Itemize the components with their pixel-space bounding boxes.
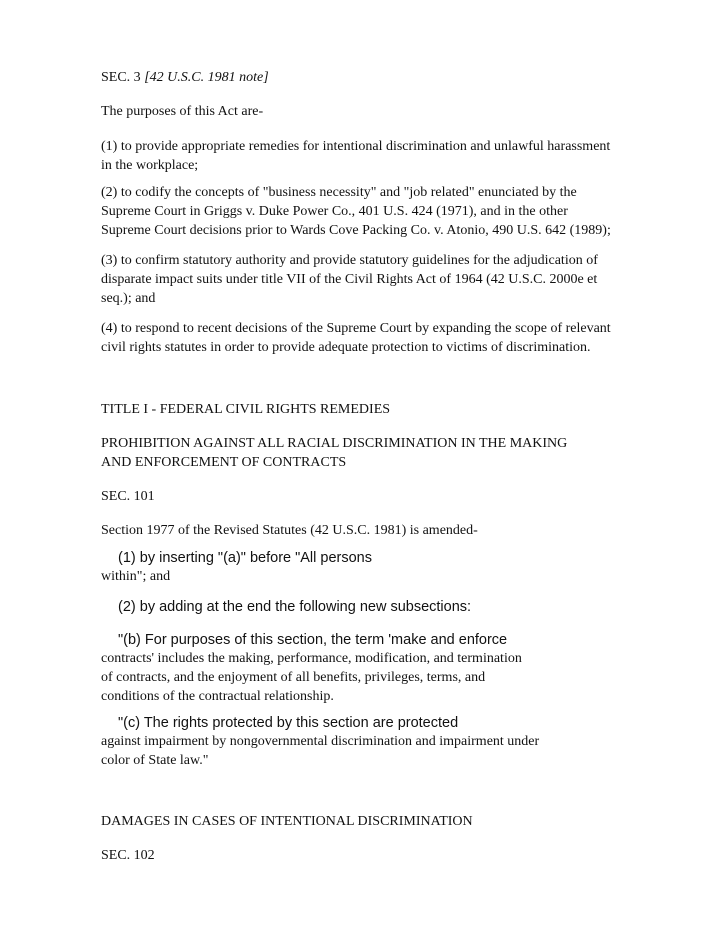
sec101-sub-b-line2: contracts' includes the making, performance, modification, and termination <box>101 651 522 666</box>
sec101-item2: (2) by adding at the end the following new subsections: <box>118 599 472 615</box>
sec3-p4-line2: civil rights statutes in order to provide adequate protection to victims of discrimination. <box>101 340 591 355</box>
sec101-item1-line1: (1) by inserting "(a)" before "All persons <box>118 550 372 566</box>
sec3-heading-note: [42 U.S.C. 1981 note] <box>144 70 269 85</box>
sec3-heading-label: SEC. 3 <box>101 70 145 85</box>
sec3-p3-line3: seq.); and <box>101 291 156 306</box>
sec3-p2-line2: Supreme Court in Griggs v. Duke Power Co., 401 U.S. 424 (1971), and in the other <box>101 204 568 219</box>
sec101-sub-b-line3: of contracts, and the enjoyment of all benefits, privileges, terms, and <box>101 670 486 685</box>
sec101-sub-c-line3: color of State law." <box>101 753 209 768</box>
sec3-p4-line1: (4) to respond to recent decisions of the Supreme Court by expanding the scope of relevant <box>101 321 611 336</box>
sec3-p1-line1: (1) to provide appropriate remedies for intentional discrimination and unlawful harassment <box>101 139 611 154</box>
title1-heading: TITLE I - FEDERAL CIVIL RIGHTS REMEDIES <box>101 402 391 417</box>
sec101-sub-c-line1: "(c) The rights protected by this section are protected <box>118 715 459 731</box>
sec101-sub-b-line4: conditions of the contractual relationship. <box>101 689 334 704</box>
sec102-heading: SEC. 102 <box>101 848 155 863</box>
damages-heading: DAMAGES IN CASES OF INTENTIONAL DISCRIMINATION <box>101 814 473 829</box>
sec101-item1-line2: within"; and <box>101 569 171 584</box>
sec3-p2-line1: (2) to codify the concepts of "business necessity" and "job related" enunciated by the <box>101 185 577 200</box>
sec3-p3-line2: disparate impact suits under title VII of the Civil Rights Act of 1964 (42 U.S.C. 2000e et <box>101 272 598 287</box>
sec101-intro: Section 1977 of the Revised Statutes (42 U.S.C. 1981) is amended- <box>101 523 478 538</box>
sec3-p3-line1: (3) to confirm statutory authority and provide statutory guidelines for the adjudication of <box>101 253 598 268</box>
sec101-sub-b-line1: "(b) For purposes of this section, the term 'make and enforce <box>118 632 508 648</box>
sec101-sub-c-line2: against impairment by nongovernmental discrimination and impairment under <box>101 734 540 749</box>
title1-subheading-line2: AND ENFORCEMENT OF CONTRACTS <box>101 455 347 470</box>
title1-subheading-line1: PROHIBITION AGAINST ALL RACIAL DISCRIMINATION IN THE MAKING <box>101 436 568 451</box>
sec3-p1-line2: in the workplace; <box>101 158 199 173</box>
sec3-p2-line3: Supreme Court decisions prior to Wards Cove Packing Co. v. Atonio, 490 U.S. 642 (1989); <box>101 223 611 238</box>
sec3-heading <box>101 68 269 87</box>
sec101-heading: SEC. 101 <box>101 489 155 504</box>
sec3-intro: The purposes of this Act are- <box>101 104 264 119</box>
